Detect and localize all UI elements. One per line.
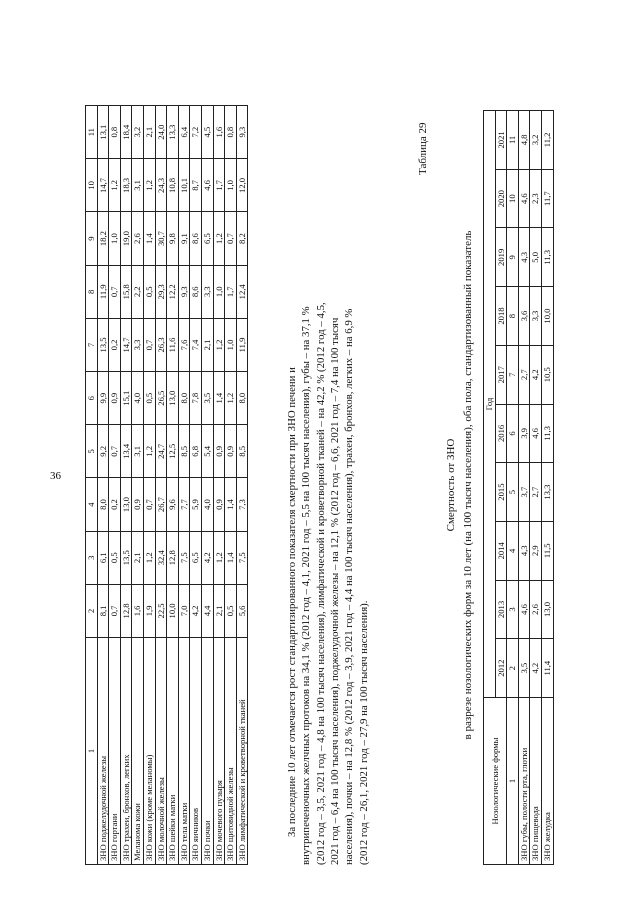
table-cell: 7,7: [178, 478, 190, 531]
table-cell: 0,2: [109, 478, 121, 531]
table-cell: 0,9: [213, 478, 225, 531]
table-cell: 1,7: [213, 159, 225, 212]
table-cell: 3,3: [530, 287, 542, 346]
rotated-page-content: [85, 45, 640, 865]
row-label: ЗНО шейки матки: [167, 638, 179, 865]
row-label: ЗНО поджелудочной железы: [97, 638, 109, 865]
year-header: 2021: [495, 111, 507, 170]
table-cell: 4,6: [530, 404, 542, 463]
table-cell: 1,7: [225, 265, 237, 318]
table-row: [155, 106, 167, 865]
table-cell: 6,8: [190, 425, 202, 478]
table-cell: 0,7: [143, 318, 155, 371]
table-cell: 0,8: [109, 106, 121, 159]
table-cell: 6,5: [190, 531, 202, 584]
table-cell: 29,3: [155, 265, 167, 318]
table-cell: 12,8: [120, 584, 132, 637]
index-cell: 9: [507, 228, 519, 287]
table-29: [483, 110, 554, 865]
table-cell: 6,4: [178, 106, 190, 159]
table-cell: 13,3: [541, 463, 553, 522]
table-cell: 18,3: [120, 159, 132, 212]
year-header: 2018: [495, 287, 507, 346]
paragraph-line: За последние 10 лет отмечается рост стандартизированного показателя смертности при ЗНО печени и: [286, 367, 298, 837]
table-index-row: [507, 111, 519, 865]
body-paragraph: [285, 105, 371, 865]
table-cell: 7,8: [190, 372, 202, 425]
table-row: [97, 106, 109, 865]
table-cell: 12,5: [167, 425, 179, 478]
table-cell: 11,6: [167, 318, 179, 371]
table-cell: 14,7: [120, 318, 132, 371]
table-cell: 12,0: [236, 159, 248, 212]
table-cell: 4,2: [201, 531, 213, 584]
table-cell: 3,1: [132, 425, 144, 478]
table-cell: 0,9: [109, 372, 121, 425]
table-cell: 19,0: [120, 212, 132, 265]
table-cell: 13,0: [120, 478, 132, 531]
paragraph-line: (2012 год – 3,5, 2021 год – 4,8 на 100 тысяч населения), лимфатической и кроветворной тканей – на 42,2 % (2012 год – 4,5,: [314, 302, 327, 865]
index-cell: 3: [507, 580, 519, 639]
table-cell: 7,5: [236, 531, 248, 584]
row-label: ЗНО пищевода: [530, 698, 542, 865]
table-cell: 15,8: [120, 265, 132, 318]
table-cell: 1,0: [225, 318, 237, 371]
table-cell: 11,7: [541, 169, 553, 228]
table-cell: 11,2: [541, 111, 553, 170]
table-cell: 11,5: [541, 521, 553, 580]
column-group-year: Год: [484, 111, 496, 698]
row-label: ЗНО почки: [201, 638, 213, 865]
table-cell: 6,5: [201, 212, 213, 265]
table-cell: 18,4: [120, 106, 132, 159]
table-row: [143, 106, 155, 865]
row-label: ЗНО яичников: [190, 638, 202, 865]
table-cell: 0,2: [109, 318, 121, 371]
table-cell: 0,7: [109, 425, 121, 478]
row-label: ЗНО лимфатической и кроветворной тканей: [236, 638, 248, 865]
table-cell: 3,2: [530, 111, 542, 170]
table-cell: 11,4: [541, 639, 553, 698]
table-cell: 0,5: [109, 531, 121, 584]
table-cell: 4,6: [518, 169, 530, 228]
table-cell: 26,7: [155, 478, 167, 531]
table-cell: 9,6: [167, 478, 179, 531]
table-cell: 13,5: [97, 318, 109, 371]
table-cell: 13,5: [120, 531, 132, 584]
table-mortality-continued: [85, 105, 248, 865]
table-cell: 26,5: [155, 372, 167, 425]
row-label: ЗНО губы, полости рта, глотки: [518, 698, 530, 865]
index-cell: 11: [507, 111, 519, 170]
year-header: 2017: [495, 345, 507, 404]
table-cell: 3,6: [518, 287, 530, 346]
table-cell: 24,7: [155, 425, 167, 478]
table-cell: 0,7: [109, 265, 121, 318]
table-cell: 2,7: [518, 345, 530, 404]
table-cell: 1,0: [213, 265, 225, 318]
table-cell: 10,0: [167, 584, 179, 637]
page-number: 36: [50, 470, 61, 482]
table-cell: 13,0: [167, 372, 179, 425]
table-cell: 1,4: [225, 478, 237, 531]
table-cell: 4,0: [201, 478, 213, 531]
table-cell: 15,1: [120, 372, 132, 425]
table-cell: 8,5: [236, 425, 248, 478]
table-cell: 8,6: [190, 265, 202, 318]
table-cell: 1,2: [213, 531, 225, 584]
table-cell: 4,8: [518, 111, 530, 170]
row-label: ЗНО кожи (кроме меланомы): [143, 638, 155, 865]
row-label: ЗНО щитовидной железы: [225, 638, 237, 865]
table-cell: 26,3: [155, 318, 167, 371]
table-caption-subtitle: в разрезе нозологических форм за 10 лет (на 100 тысяч населения), оба пола, стандартизованный показатель: [462, 230, 474, 740]
table-header-cell: 5: [86, 425, 98, 478]
row-label: ЗНО молочной железы: [155, 638, 167, 865]
table-cell: 9,1: [178, 212, 190, 265]
table-cell: 22,5: [155, 584, 167, 637]
table-cell: 13,0: [541, 580, 553, 639]
table-cell: 4,3: [518, 521, 530, 580]
year-header: 2019: [495, 228, 507, 287]
table-cell: 8,0: [178, 372, 190, 425]
index-cell: 10: [507, 169, 519, 228]
table-header-cell: 8: [86, 265, 98, 318]
table-cell: 1,2: [213, 212, 225, 265]
column-header-forms: Нозологические формы: [484, 698, 507, 865]
table-cell: 4,4: [201, 584, 213, 637]
table-header-cell: 6: [86, 372, 98, 425]
table-cell: 1,0: [225, 159, 237, 212]
table-cell: 5,0: [530, 228, 542, 287]
table-cell: 32,4: [155, 531, 167, 584]
index-cell: 6: [507, 404, 519, 463]
table-row: [213, 106, 225, 865]
table-label: Таблица 29: [417, 122, 429, 175]
table-cell: 3,3: [201, 265, 213, 318]
table-cell: 6,1: [97, 531, 109, 584]
index-cell: 5: [507, 463, 519, 522]
row-label: Меланома кожи: [132, 638, 144, 865]
table-cell: 3,5: [201, 372, 213, 425]
table-cell: 2,6: [530, 580, 542, 639]
year-header: 2015: [495, 463, 507, 522]
table-cell: 5,9: [190, 478, 202, 531]
index-cell: 7: [507, 345, 519, 404]
table-row: [530, 111, 542, 865]
table-cell: 4,3: [518, 228, 530, 287]
table-row: [178, 106, 190, 865]
table-cell: 4,0: [132, 372, 144, 425]
table-cell: 2,6: [132, 212, 144, 265]
table-cell: 9,9: [97, 372, 109, 425]
paragraph-line: (2012 год – 26,1, 2021 год – 27,9 на 100 тысяч населения).: [357, 600, 370, 865]
row-label: ЗНО тела матки: [178, 638, 190, 865]
table-header-cell: 10: [86, 159, 98, 212]
table-cell: 0,7: [143, 478, 155, 531]
table-cell: 8,5: [178, 425, 190, 478]
table-cell: 0,5: [143, 372, 155, 425]
table-cell: 3,9: [518, 404, 530, 463]
table-cell: 1,2: [213, 318, 225, 371]
table-row: [167, 106, 179, 865]
table-cell: 30,7: [155, 212, 167, 265]
table-cell: 8,1: [97, 584, 109, 637]
table-cell: 3,7: [518, 463, 530, 522]
table-cell: 8,0: [97, 478, 109, 531]
year-header: 2016: [495, 404, 507, 463]
table-cell: 2,1: [132, 531, 144, 584]
table-cell: 0,5: [143, 265, 155, 318]
table-cell: 0,9: [213, 425, 225, 478]
table-cell: 11,3: [541, 404, 553, 463]
table-cell: 5,6: [236, 584, 248, 637]
row-label: ЗНО трахеи, бронхов, легких: [120, 638, 132, 865]
table-cell: 2,9: [530, 521, 542, 580]
index-cell: 4: [507, 521, 519, 580]
table-cell: 2,1: [213, 584, 225, 637]
table-cell: 1,2: [143, 425, 155, 478]
row-label: ЗНО гортани: [109, 638, 121, 865]
index-cell: 1: [507, 698, 519, 865]
table-caption-title: Смертность от ЗНО: [445, 438, 457, 532]
table-cell: 11,3: [541, 228, 553, 287]
table-header-cell: 4: [86, 478, 98, 531]
table-cell: 3,3: [132, 318, 144, 371]
table-cell: 11,9: [236, 318, 248, 371]
table-cell: 3,5: [518, 639, 530, 698]
table-header-cell: 3: [86, 531, 98, 584]
table-cell: 1,2: [109, 159, 121, 212]
table-cell: 8,7: [190, 159, 202, 212]
table-cell: 4,6: [201, 159, 213, 212]
table-cell: 7,3: [236, 478, 248, 531]
table-cell: 1,4: [225, 531, 237, 584]
year-header: 2013: [495, 580, 507, 639]
table-cell: 8,2: [236, 212, 248, 265]
table-cell: 2,1: [143, 106, 155, 159]
table-cell: 1,2: [143, 531, 155, 584]
table-cell: 8,0: [236, 372, 248, 425]
table-cell: 1,9: [143, 584, 155, 637]
table-cell: 7,2: [190, 106, 202, 159]
table-cell: 10,8: [167, 159, 179, 212]
table-header-cell: 11: [86, 106, 98, 159]
table-cell: 9,2: [97, 425, 109, 478]
table-body: [97, 106, 248, 865]
table-cell: 24,3: [155, 159, 167, 212]
table-cell: 9,3: [178, 265, 190, 318]
table-cell: 7,0: [178, 584, 190, 637]
table-cell: 14,7: [97, 159, 109, 212]
table-cell: 1,4: [213, 372, 225, 425]
table-cell: 18,2: [97, 212, 109, 265]
table-cell: 10,5: [541, 345, 553, 404]
paragraph-line: внутрипеченочных желчных протоков на 34,1 % (2012 год – 4,1, 2021 год – 5,5 на 100 тысяч населения), губы – на 37,1 %: [300, 306, 313, 865]
table-cell: 1,6: [213, 106, 225, 159]
year-header: 2020: [495, 169, 507, 228]
table-row: [518, 111, 530, 865]
table-row: [201, 106, 213, 865]
table-header-row: [86, 106, 98, 865]
table-cell: 8,6: [190, 212, 202, 265]
table-cell: 2,2: [132, 265, 144, 318]
table-cell: 13,4: [120, 425, 132, 478]
table-header-cell: 9: [86, 212, 98, 265]
table-cell: 13,3: [167, 106, 179, 159]
table-cell: 9,8: [167, 212, 179, 265]
table-body: [518, 111, 553, 865]
table-cell: 1,4: [143, 212, 155, 265]
table-cell: 1,6: [132, 584, 144, 637]
row-label: ЗНО желудка: [541, 698, 553, 865]
table-header-cell: 2: [86, 584, 98, 637]
index-cell: 2: [507, 639, 519, 698]
table-cell: 12,8: [167, 531, 179, 584]
table-cell: 3,1: [132, 159, 144, 212]
table-row: [132, 106, 144, 865]
table-cell: 10,0: [541, 287, 553, 346]
table-cell: 1,2: [225, 372, 237, 425]
table-cell: 4,6: [518, 580, 530, 639]
table-cell: 2,1: [201, 318, 213, 371]
table-cell: 1,0: [109, 212, 121, 265]
year-header: 2014: [495, 521, 507, 580]
paragraph-line: населения), почки – на 12,8 % (2012 год – 3,9, 2021 год – 4,4 на 100 тысяч населения), трахеи, бронхов, легких – на 6,9 %: [343, 308, 356, 865]
table-cell: 0,9: [132, 478, 144, 531]
table-cell: 4,5: [201, 106, 213, 159]
table-cell: 9,3: [236, 106, 248, 159]
table-cell: 7,5: [178, 531, 190, 584]
table-cell: 12,4: [236, 265, 248, 318]
table-cell: 24,0: [155, 106, 167, 159]
row-label: ЗНО мочевого пузыря: [213, 638, 225, 865]
table-cell: 1,2: [143, 159, 155, 212]
table-cell: 0,7: [225, 212, 237, 265]
table-cell: 7,6: [178, 318, 190, 371]
table-cell: 4,2: [530, 639, 542, 698]
year-header: 2012: [495, 639, 507, 698]
table-row: [190, 106, 202, 865]
table-row: [236, 106, 248, 865]
table-cell: 10,1: [178, 159, 190, 212]
table-cell: 0,8: [225, 106, 237, 159]
table-row: [120, 106, 132, 865]
table-cell: 2,3: [530, 169, 542, 228]
table-header-cell: 7: [86, 318, 98, 371]
table-cell: 4,2: [190, 584, 202, 637]
table-cell: 2,7: [530, 463, 542, 522]
table-row: [541, 111, 553, 865]
paragraph-line: 2021 год – 6,4 на 100 тысяч населения), поджелудочной железы – на 12,1 % (2012 год – 6,6, 2021 год – 7,4 на 100 тысяч: [329, 317, 342, 865]
table-cell: 3,2: [132, 106, 144, 159]
table-cell: 5,4: [201, 425, 213, 478]
table-header-row: [484, 111, 496, 865]
table-row: [225, 106, 237, 865]
table-row: [109, 106, 121, 865]
table-cell: 7,4: [190, 318, 202, 371]
table-header-cell: 1: [86, 638, 98, 865]
index-cell: 8: [507, 287, 519, 346]
table-cell: 12,2: [167, 265, 179, 318]
table-cell: 11,9: [97, 265, 109, 318]
table-cell: 0,7: [109, 584, 121, 637]
table-cell: 0,9: [225, 425, 237, 478]
table-cell: 0,5: [225, 584, 237, 637]
table-cell: 13,1: [97, 106, 109, 159]
table-cell: 4,2: [530, 345, 542, 404]
